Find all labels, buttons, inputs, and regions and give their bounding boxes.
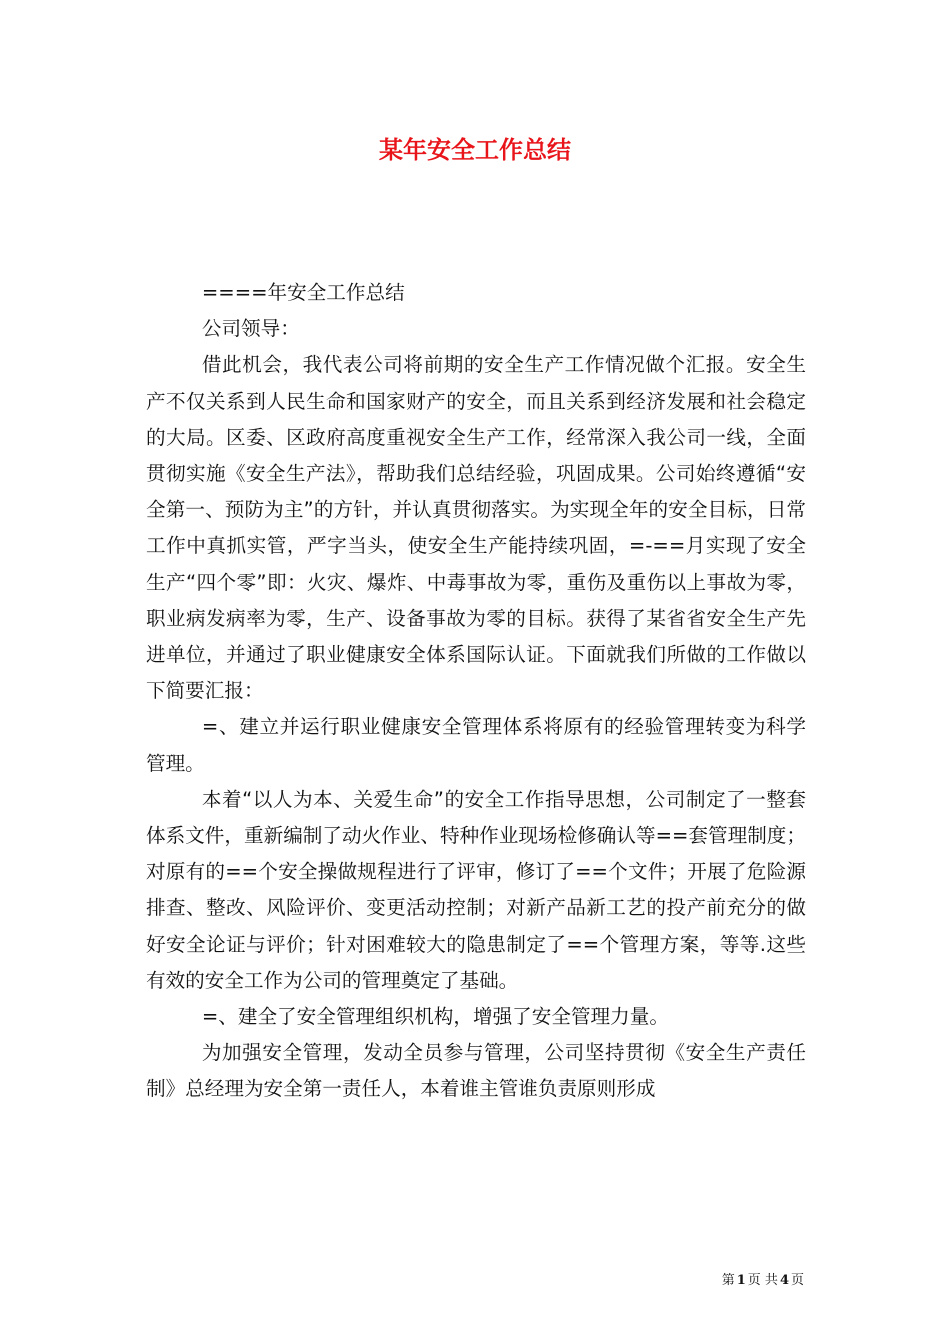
document-title: 某年安全工作总结 xyxy=(379,135,571,164)
body-paragraph: 公司领导： xyxy=(201,317,300,341)
body-paragraph: 本着“以人为本、关爱生命”的安全工作指导思想，公司制定了一整套体系文件，重新编制了动火作业、特种作业现场检修确认等==套管理制度；对原有的==个安全操做规程进行了评审，修订了==个文件；开展了危险源排查、整改、风险评价、变更活动控制；对新产品新工艺的投产前充分的做好安全论证与评价；针对困难较大的隐患制定了==个管理方案，等等.这些有效的安全工作为公司的管理奠定了基础。 xyxy=(146,787,806,992)
body-paragraph: 为加强安全管理，发动全员参与管理，公司坚持贯彻《安全生产责任制》总经理为安全第一责任人，本着谁主管谁负责原则形成 xyxy=(146,1041,806,1101)
total-pages-number: 4 xyxy=(779,1273,789,1288)
body-paragraph: =、建立并运行职业健康安全管理体系将原有的经验管理转变为科学管理。 xyxy=(146,715,806,775)
document-body xyxy=(146,275,806,1108)
page-footer xyxy=(722,1272,804,1290)
current-page-number: 1 xyxy=(736,1273,746,1288)
footer-suffix: 页 xyxy=(790,1273,804,1288)
body-paragraph: 借此机会，我代表公司将前期的安全生产工作情况做个汇报。安全生产不仅关系到人民生命和国家财产的安全，而且关系到经济发展和社会稳定的大局。区委、区政府高度重视安全生产工作，经常深入我公司一线，全面贯彻实施《安全生产法》，帮助我们总结经验，巩固成果。公司始终遵循“安全第一、预防为主”的方针，并认真贯彻落实。为实现全年的安全目标，日常工作中真抓实管，严字当头，使安全生产能持续巩固，=-==月实现了安全生产“四个零”即：火灾、爆炸、中毒事故为零，重伤及重伤以上事故为零，职业病发病率为零，生产、设备事故为零的目标。获得了某省省安全生产先进单位，并通过了职业健康安全体系国际认证。下面就我们所做的工作做以下简要汇报： xyxy=(146,353,806,703)
body-paragraph: =、建全了安全管理组织机构，增强了安全管理力量。 xyxy=(201,1005,669,1029)
footer-middle: 页 共 xyxy=(747,1273,778,1288)
footer-prefix: 第 xyxy=(721,1273,735,1288)
body-paragraph: ====年安全工作总结 xyxy=(201,281,405,304)
